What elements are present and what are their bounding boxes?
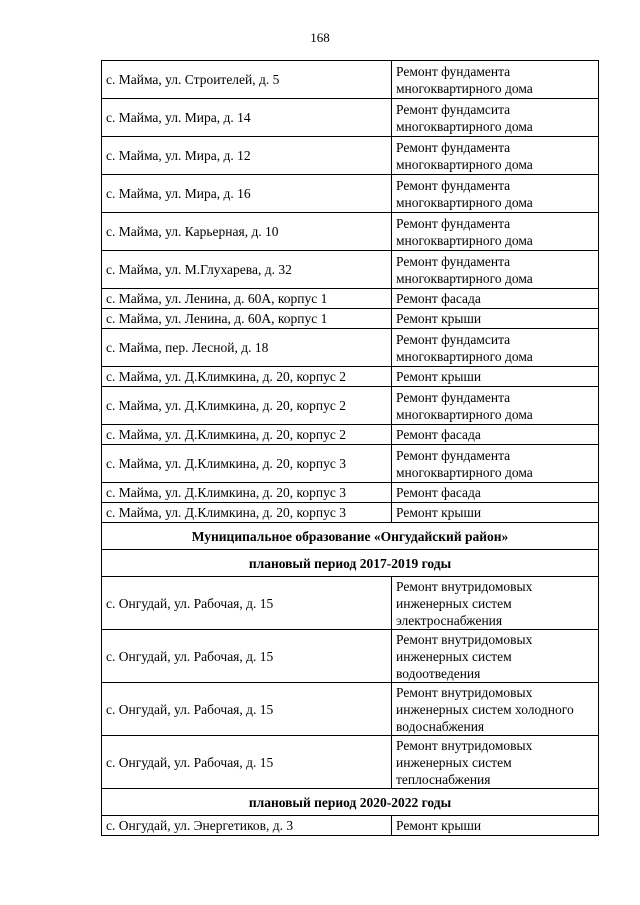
address-cell: с. Онгудай, ул. Рабочая, д. 15 [102, 630, 392, 683]
page-number: 168 [310, 30, 330, 45]
work-cell: Ремонт крыши [392, 367, 599, 387]
address-cell: с. Майма, ул. Строителей, д. 5 [102, 61, 392, 99]
table-row [102, 483, 599, 503]
table-row [102, 175, 599, 213]
table-row [102, 251, 599, 289]
address-cell: с. Майма, ул. Ленина, д. 60А, корпус 1 [102, 309, 392, 329]
address-cell: с. Майма, ул. Мира, д. 12 [102, 137, 392, 175]
section-title: Муниципальное образование «Онгудайский район» [102, 523, 599, 550]
period-title: плановый период 2020-2022 годы [102, 789, 599, 816]
work-cell: Ремонт фундамсита многоквартирного дома [392, 99, 599, 137]
period-title: плановый период 2017-2019 годы [102, 550, 599, 577]
table-row [102, 816, 599, 836]
table-row [102, 99, 599, 137]
address-cell: с. Майма, пер. Лесной, д. 18 [102, 329, 392, 367]
address-cell: с. Онгудай, ул. Рабочая, д. 15 [102, 736, 392, 789]
work-cell: Ремонт внутридомовых инженерных систем электроснабжения [392, 577, 599, 630]
address-cell: с. Майма, ул. Карьерная, д. 10 [102, 213, 392, 251]
table-row [102, 289, 599, 309]
address-cell: с. Майма, ул. Мира, д. 14 [102, 99, 392, 137]
repair-table [101, 60, 599, 836]
address-cell: с. Майма, ул. Ленина, д. 60А, корпус 1 [102, 289, 392, 309]
section-row [102, 523, 599, 550]
address-cell: с. Майма, ул. Д.Климкина, д. 20, корпус 2 [102, 387, 392, 425]
work-cell: Ремонт фундамента многоквартирного дома [392, 445, 599, 483]
work-cell: Ремонт фундамента многоквартирного дома [392, 387, 599, 425]
table-row [102, 213, 599, 251]
period-row [102, 550, 599, 577]
table-row [102, 425, 599, 445]
work-cell: Ремонт внутридомовых инженерных систем холодного водоснабжения [392, 683, 599, 736]
work-cell: Ремонт фундамента многоквартирного дома [392, 137, 599, 175]
table-row [102, 445, 599, 483]
work-cell: Ремонт фасада [392, 425, 599, 445]
table-row [102, 577, 599, 630]
work-cell: Ремонт крыши [392, 816, 599, 836]
table-row [102, 367, 599, 387]
address-cell: с. Майма, ул. Д.Климкина, д. 20, корпус 3 [102, 445, 392, 483]
work-cell: Ремонт фундамсита многоквартирного дома [392, 329, 599, 367]
table-row [102, 630, 599, 683]
table-row [102, 736, 599, 789]
table-row [102, 683, 599, 736]
work-cell: Ремонт внутридомовых инженерных систем водоотведения [392, 630, 599, 683]
table-row [102, 61, 599, 99]
address-cell: с. Майма, ул. Д.Климкина, д. 20, корпус 3 [102, 483, 392, 503]
table-row [102, 329, 599, 367]
address-cell: с. Онгудай, ул. Энергетиков, д. 3 [102, 816, 392, 836]
address-cell: с. Майма, ул. М.Глухарева, д. 32 [102, 251, 392, 289]
table-row [102, 387, 599, 425]
work-cell: Ремонт фундамента многоквартирного дома [392, 175, 599, 213]
work-cell: Ремонт фундамента многоквартирного дома [392, 61, 599, 99]
address-cell: с. Майма, ул. Д.Климкина, д. 20, корпус 2 [102, 367, 392, 387]
work-cell: Ремонт внутридомовых инженерных систем теплоснабжения [392, 736, 599, 789]
work-cell: Ремонт крыши [392, 503, 599, 523]
period-row [102, 789, 599, 816]
work-cell: Ремонт фасада [392, 483, 599, 503]
address-cell: с. Майма, ул. Д.Климкина, д. 20, корпус 3 [102, 503, 392, 523]
table-row [102, 309, 599, 329]
address-cell: с. Онгудай, ул. Рабочая, д. 15 [102, 577, 392, 630]
table-row [102, 137, 599, 175]
table-row [102, 503, 599, 523]
work-cell: Ремонт фундамента многоквартирного дома [392, 213, 599, 251]
work-cell: Ремонт крыши [392, 309, 599, 329]
address-cell: с. Онгудай, ул. Рабочая, д. 15 [102, 683, 392, 736]
work-cell: Ремонт фундамента многоквартирного дома [392, 251, 599, 289]
address-cell: с. Майма, ул. Мира, д. 16 [102, 175, 392, 213]
work-cell: Ремонт фасада [392, 289, 599, 309]
address-cell: с. Майма, ул. Д.Климкина, д. 20, корпус 2 [102, 425, 392, 445]
